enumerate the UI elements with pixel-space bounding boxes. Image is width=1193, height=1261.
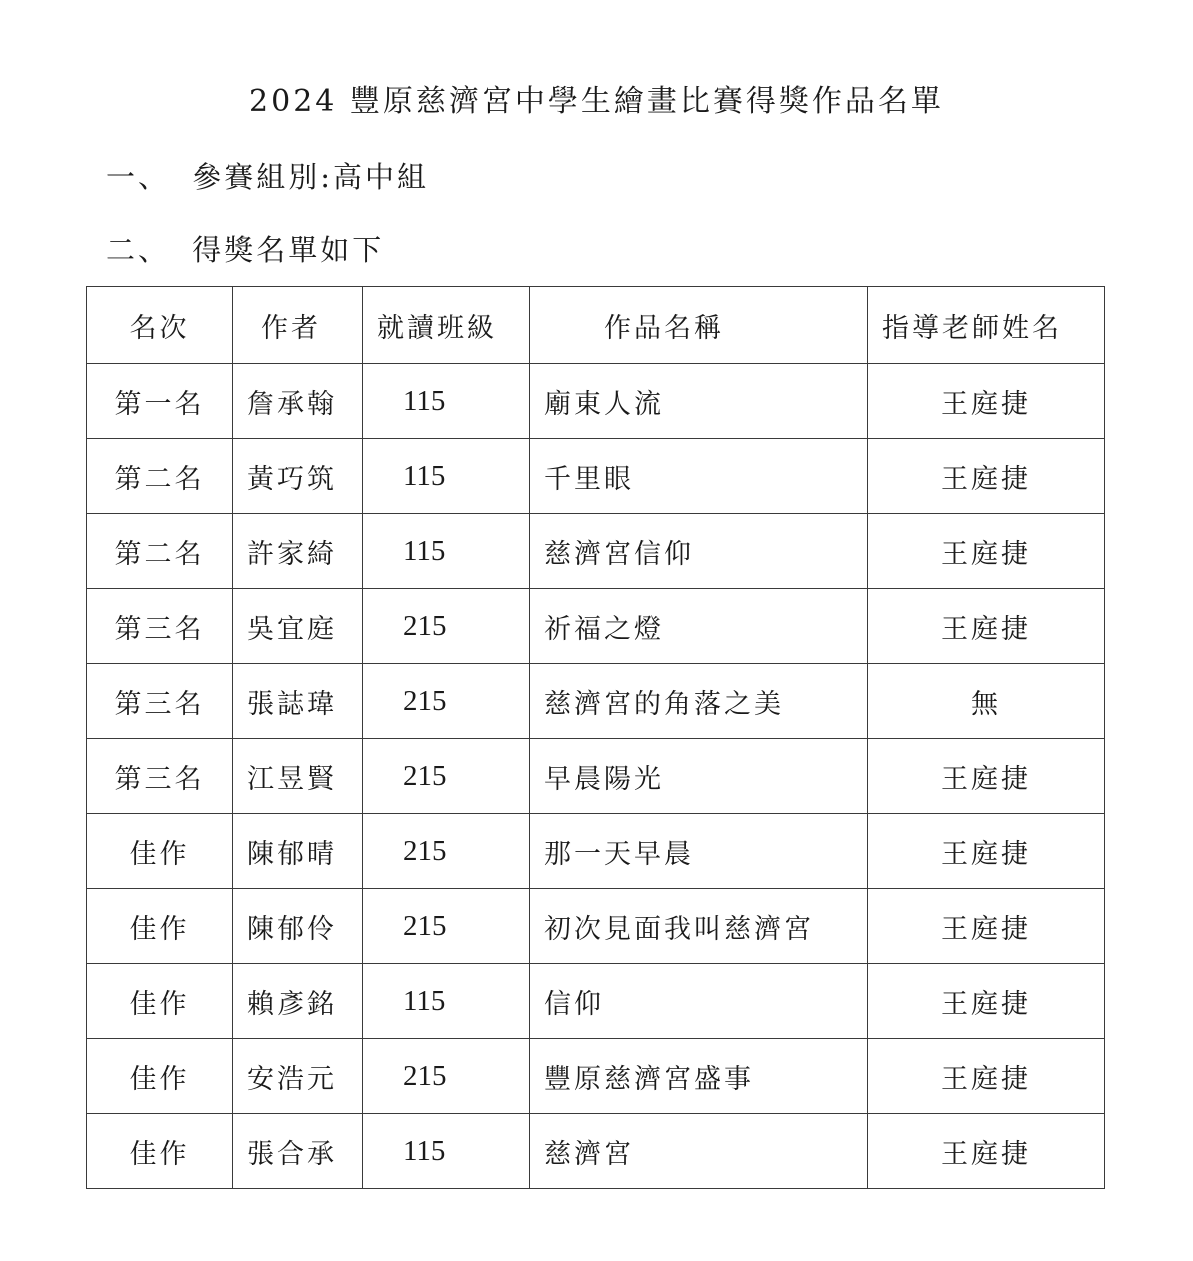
cell-author: 張合承 — [233, 1114, 363, 1189]
cell-author: 陳郁伶 — [233, 889, 363, 964]
section-text: 得獎名單如下 — [192, 233, 385, 267]
cell-rank: 第三名 — [87, 739, 233, 814]
cell-work: 信仰 — [530, 964, 868, 1039]
table-row — [87, 964, 1105, 1039]
header-class: 就讀班級 — [363, 287, 530, 364]
cell-work: 祈福之燈 — [530, 589, 868, 664]
cell-author: 吳宜庭 — [233, 589, 363, 664]
cell-author: 陳郁晴 — [233, 814, 363, 889]
cell-author: 詹承翰 — [233, 364, 363, 439]
header-teacher: 指導老師姓名 — [868, 287, 1105, 364]
cell-class: 215 — [363, 739, 530, 814]
section-group — [106, 155, 429, 196]
awards-table — [86, 286, 1105, 1189]
cell-class: 115 — [363, 964, 530, 1039]
cell-work: 廟東人流 — [530, 364, 868, 439]
cell-teacher: 王庭捷 — [868, 589, 1105, 664]
cell-teacher: 王庭捷 — [868, 439, 1105, 514]
table-row — [87, 664, 1105, 739]
cell-class: 215 — [363, 814, 530, 889]
cell-class: 115 — [363, 1114, 530, 1189]
cell-teacher: 王庭捷 — [868, 889, 1105, 964]
table-row — [87, 589, 1105, 664]
cell-teacher: 無 — [868, 664, 1105, 739]
cell-rank: 佳作 — [87, 964, 233, 1039]
header-author: 作者 — [233, 287, 363, 364]
document-title: 2024 豐原慈濟宮中學生繪畫比賽得獎作品名單 — [249, 84, 944, 119]
cell-work: 那一天早晨 — [530, 814, 868, 889]
table-row — [87, 439, 1105, 514]
cell-author: 安浩元 — [233, 1039, 363, 1114]
cell-rank: 佳作 — [87, 814, 233, 889]
cell-class: 115 — [363, 514, 530, 589]
cell-teacher: 王庭捷 — [868, 1114, 1105, 1189]
cell-teacher: 王庭捷 — [868, 364, 1105, 439]
table-header-row — [87, 287, 1105, 364]
table-row — [87, 1039, 1105, 1114]
cell-teacher: 王庭捷 — [868, 514, 1105, 589]
cell-class: 215 — [363, 589, 530, 664]
cell-class: 115 — [363, 439, 530, 514]
cell-work: 慈濟宮信仰 — [530, 514, 868, 589]
table-row — [87, 739, 1105, 814]
section-number: 二、 — [106, 233, 171, 267]
cell-teacher: 王庭捷 — [868, 739, 1105, 814]
section-text: 參賽組別:高中組 — [192, 160, 430, 194]
cell-teacher: 王庭捷 — [868, 814, 1105, 889]
cell-work: 千里眼 — [530, 439, 868, 514]
cell-rank: 第三名 — [87, 664, 233, 739]
header-rank: 名次 — [87, 287, 233, 364]
cell-author: 許家綺 — [233, 514, 363, 589]
cell-class: 215 — [363, 889, 530, 964]
cell-work: 豐原慈濟宮盛事 — [530, 1039, 868, 1114]
cell-work: 慈濟宮的角落之美 — [530, 664, 868, 739]
cell-rank: 第一名 — [87, 364, 233, 439]
table-row — [87, 889, 1105, 964]
table-row — [87, 814, 1105, 889]
cell-work: 初次見面我叫慈濟宮 — [530, 889, 868, 964]
cell-class: 215 — [363, 1039, 530, 1114]
cell-rank: 第二名 — [87, 439, 233, 514]
cell-author: 張誌瑋 — [233, 664, 363, 739]
cell-teacher: 王庭捷 — [868, 964, 1105, 1039]
table-row — [87, 364, 1105, 439]
cell-rank: 佳作 — [87, 889, 233, 964]
cell-teacher: 王庭捷 — [868, 1039, 1105, 1114]
cell-rank: 第二名 — [87, 514, 233, 589]
cell-class: 115 — [363, 364, 530, 439]
section-number: 一、 — [106, 160, 171, 194]
cell-class: 215 — [363, 664, 530, 739]
header-work-title: 作品名稱 — [530, 287, 868, 364]
cell-rank: 第三名 — [87, 589, 233, 664]
cell-work: 早晨陽光 — [530, 739, 868, 814]
cell-author: 賴彥銘 — [233, 964, 363, 1039]
cell-author: 江昱賢 — [233, 739, 363, 814]
table-row — [87, 1114, 1105, 1189]
cell-work: 慈濟宮 — [530, 1114, 868, 1189]
section-award-list — [106, 228, 384, 269]
cell-rank: 佳作 — [87, 1114, 233, 1189]
cell-rank: 佳作 — [87, 1039, 233, 1114]
table-row — [87, 514, 1105, 589]
cell-author: 黃巧筑 — [233, 439, 363, 514]
